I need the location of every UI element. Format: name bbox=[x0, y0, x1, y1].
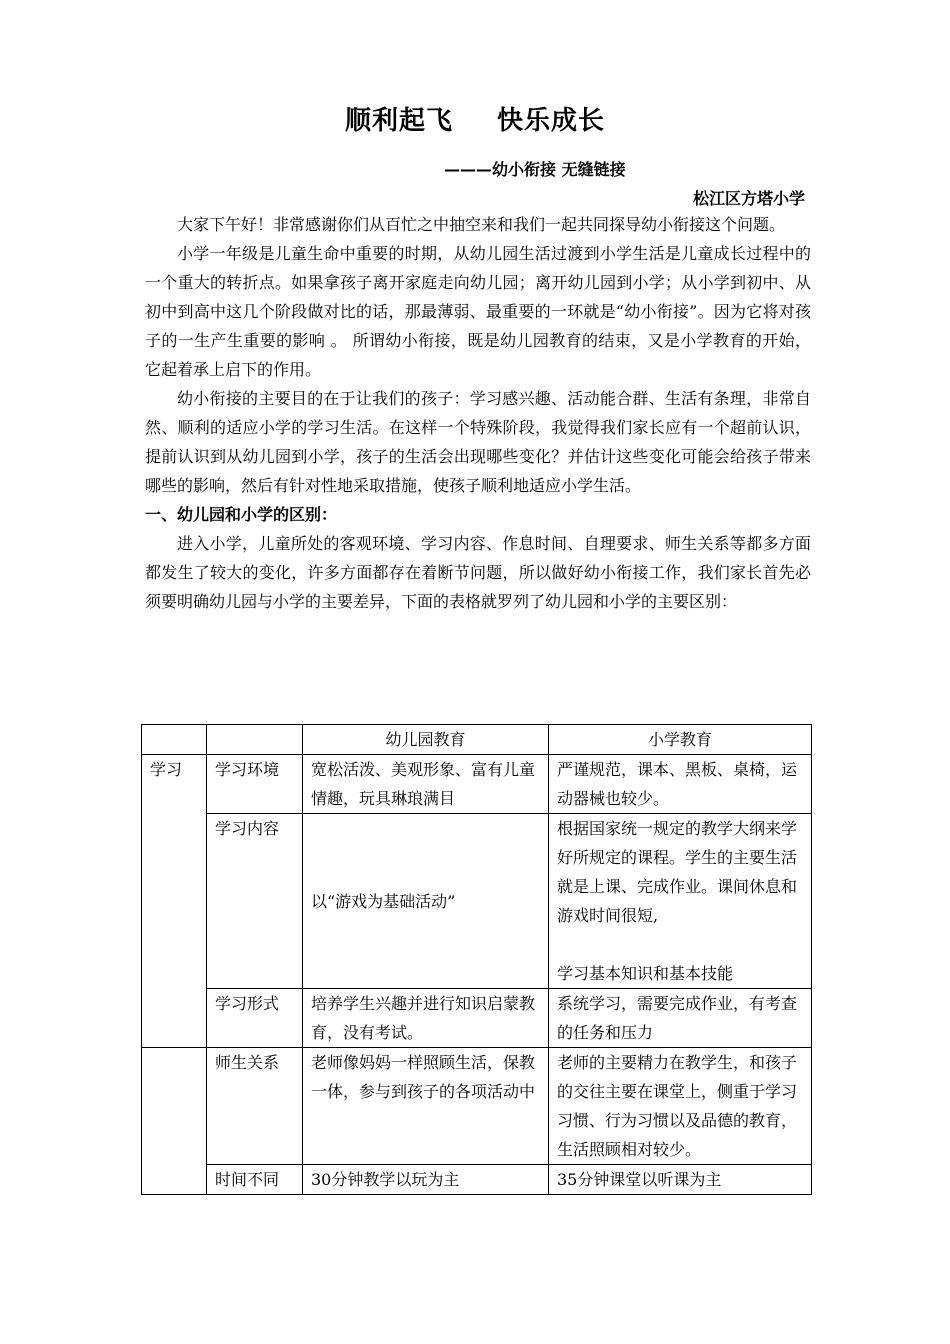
comparison-table bbox=[141, 724, 812, 1195]
aspect-cell: 学习形式 bbox=[207, 989, 303, 1048]
aspect-cell: 学习内容 bbox=[207, 814, 303, 989]
page-title bbox=[0, 100, 950, 137]
group-label-empty bbox=[142, 1048, 207, 1195]
header-kindergarten: 幼儿园教育 bbox=[303, 725, 549, 755]
document-body bbox=[145, 210, 811, 616]
group-label-study: 学习 bbox=[142, 755, 207, 1048]
primary-cell-content bbox=[549, 814, 812, 989]
primary-cell: 系统学习，需要完成作业，有考查的任务和压力 bbox=[549, 989, 812, 1048]
kindergarten-cell: 培养学生兴趣并进行知识启蒙教育，没有考试。 bbox=[303, 989, 549, 1048]
title-part-2: 快乐成长 bbox=[497, 106, 606, 136]
table-cell-empty bbox=[207, 725, 303, 755]
section-heading: 一、幼儿园和小学的区别： bbox=[145, 505, 338, 524]
primary-cell: 老师的主要精力在教学生，和孩子的交往主要在课堂上，侧重于学习习惯、行为习惯以及品德的教育，生活照顾相对较少。 bbox=[549, 1048, 812, 1165]
table-header-row bbox=[142, 725, 812, 755]
aspect-cell: 学习环境 bbox=[207, 755, 303, 814]
table-row bbox=[142, 755, 812, 814]
section-paragraph: 进入小学，儿童所处的客观环境、学习内容、作息时间、自理要求、师生关系等都多方面都发生了较大的变化，许多方面都存在着断节问题，所以做好幼小衔接工作，我们家长首先必须要明确幼儿园与小学的主要差异，下面的表格就罗列了幼儿园和小学的主要区别： bbox=[145, 534, 811, 611]
paragraph-purpose: 幼小衔接的主要目的在于让我们的孩子：学习感兴趣、活动能合群、生活有条理，非常自然、顺利的适应小学的学习生活。在这样一个特殊阶段，我觉得我们家长应有一个超前认识，提前认识到从幼儿园到小学，孩子的生活会出现哪些变化？并估计这些变化可能会给孩子带来哪些的影响，然后有针对性地采取措施，使孩子顺利地适应小学生活。 bbox=[145, 389, 811, 495]
table-row bbox=[142, 814, 812, 989]
aspect-cell: 师生关系 bbox=[207, 1048, 303, 1165]
title-part-1: 顺利起飞 bbox=[344, 106, 453, 136]
kindergarten-cell: 以“游戏为基础活动” bbox=[303, 814, 549, 989]
table-row bbox=[142, 1165, 812, 1195]
primary-cell-text: 根据国家统一规定的教学大纲来学好所规定的课程。学生的主要生活就是上课、完成作业。课间休息和游戏时间很短, bbox=[557, 819, 798, 925]
primary-cell: 35分钟课堂以听课为主 bbox=[549, 1165, 812, 1195]
aspect-cell: 时间不同 bbox=[207, 1165, 303, 1195]
paragraph-greeting: 大家下午好！非常感谢你们从百忙之中抽空来和我们一起共同探导幼小衔接这个问题。 bbox=[177, 215, 786, 234]
table-row bbox=[142, 1048, 812, 1165]
paragraph-intro: 小学一年级是儿童生命中重要的时期，从幼儿园生活过渡到小学生活是儿童成长过程中的一个重大的转折点。如果拿孩子离开家庭走向幼儿园；离开幼儿园到小学；从小学到初中、从初中到高中这几个阶段做对比的话，那最薄弱、最重要的一环就是“幼小衔接”。因为它将对孩子的一生产生重要的影响 。 所谓幼小衔接，既是幼儿园教育的结束，又是小学教育的开始，它起着承上启下的作用。 bbox=[145, 244, 811, 379]
primary-cell: 严谨规范，课本、黑板、桌椅，运动器械也较少。 bbox=[549, 755, 812, 814]
kindergarten-cell: 老师像妈妈一样照顾生活，保教一体，参与到孩子的各项活动中 bbox=[303, 1048, 549, 1165]
primary-cell-extra: 学习基本知识和基本技能 bbox=[557, 964, 734, 983]
page-subtitle: ———幼小衔接 无缝链接 bbox=[444, 160, 626, 179]
table-cell-empty bbox=[142, 725, 207, 755]
school-name: 松江区方塔小学 bbox=[692, 189, 805, 208]
kindergarten-cell: 30分钟教学以玩为主 bbox=[303, 1165, 549, 1195]
kindergarten-cell: 宽松活泼、美观形象、富有儿童情趣，玩具琳琅满目 bbox=[303, 755, 549, 814]
table-row bbox=[142, 989, 812, 1048]
header-primary: 小学教育 bbox=[549, 725, 812, 755]
